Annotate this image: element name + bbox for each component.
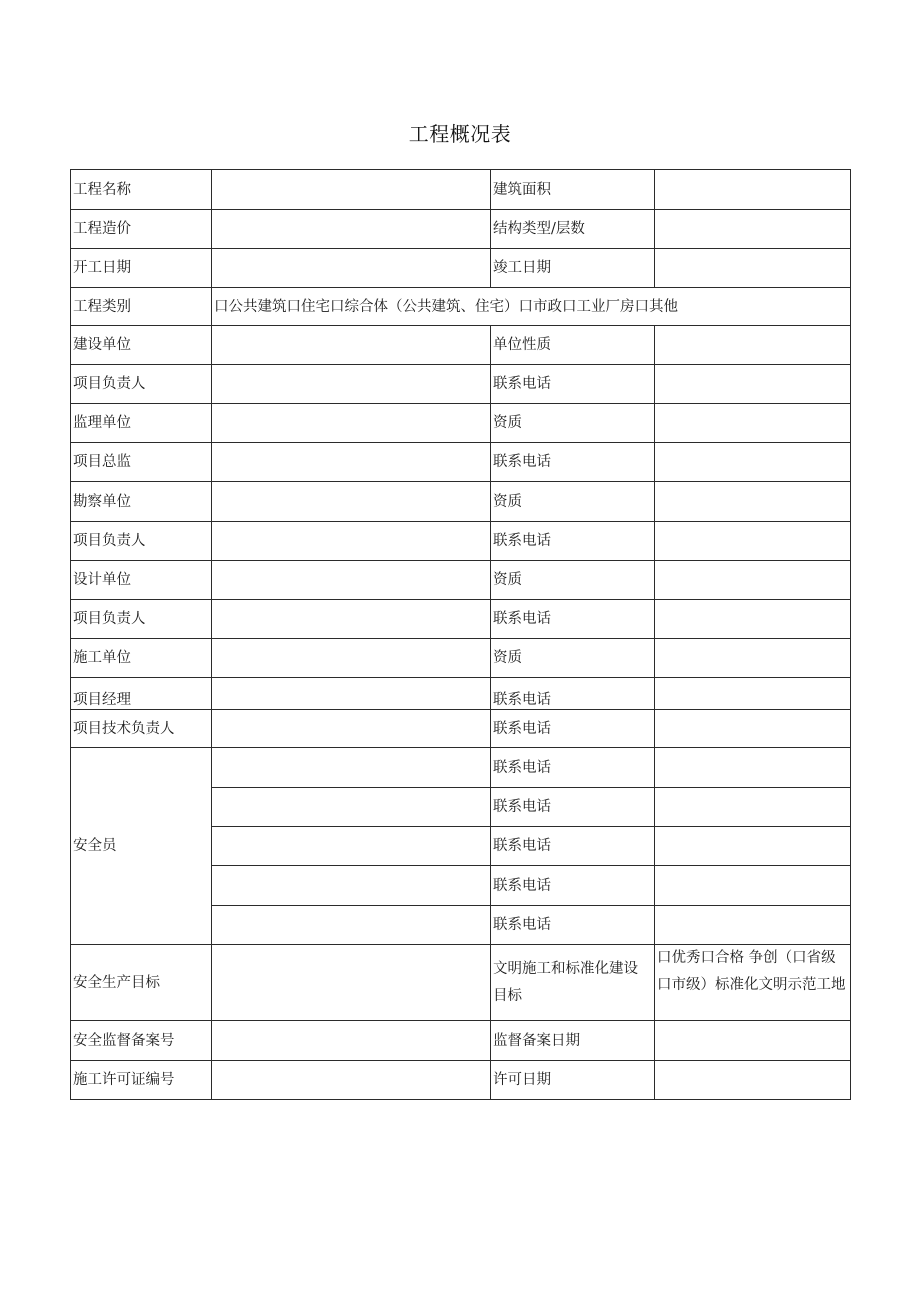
- value-cell[interactable]: [655, 210, 851, 249]
- label-cell: 联系电话: [491, 827, 655, 866]
- value-cell[interactable]: [212, 827, 491, 866]
- value-cell[interactable]: [212, 1061, 491, 1100]
- value-cell[interactable]: [212, 170, 491, 210]
- value-cell[interactable]: [655, 866, 851, 906]
- page-title: 工程概况表: [408, 122, 512, 146]
- table-row: [71, 945, 851, 1021]
- value-cell[interactable]: [655, 443, 851, 482]
- label-cell: 许可日期: [491, 1061, 655, 1100]
- label-cell: 开工日期: [71, 249, 212, 288]
- value-cell[interactable]: [655, 404, 851, 443]
- label-cell: 联系电话: [491, 906, 655, 945]
- value-cell[interactable]: [655, 1061, 851, 1100]
- label-cell: 监督备案日期: [491, 1021, 655, 1061]
- value-cell[interactable]: [212, 906, 491, 945]
- value-cell[interactable]: [655, 561, 851, 600]
- value-cell[interactable]: [655, 600, 851, 639]
- label-cell: 联系电话: [491, 365, 655, 404]
- table-row: [71, 326, 851, 365]
- label-cell: 结构类型/层数: [491, 210, 655, 249]
- label-cell: 项目负责人: [71, 365, 212, 404]
- label-cell: 施工单位: [71, 639, 212, 678]
- value-cell[interactable]: [212, 945, 491, 1021]
- label-cell: 联系电话: [491, 788, 655, 827]
- label-cell: 施工许可证编号: [71, 1061, 212, 1100]
- table-row: [71, 748, 851, 788]
- value-cell[interactable]: [655, 748, 851, 788]
- label-cell: 安全生产目标: [71, 945, 212, 1021]
- label-cell: 勘察单位: [71, 482, 212, 522]
- value-cell[interactable]: [655, 170, 851, 210]
- label-cell: 联系电话: [491, 443, 655, 482]
- label-cell: 联系电话: [491, 748, 655, 788]
- value-cell[interactable]: [655, 482, 851, 522]
- table-row: [71, 443, 851, 482]
- label-cell: 项目总监: [71, 443, 212, 482]
- value-cell[interactable]: [655, 249, 851, 288]
- label-cell: 工程造价: [71, 210, 212, 249]
- value-cell[interactable]: [212, 561, 491, 600]
- value-cell[interactable]: [212, 365, 491, 404]
- value-cell[interactable]: [655, 1021, 851, 1061]
- label-cell: 安全监督备案号: [71, 1021, 212, 1061]
- table-row: [71, 404, 851, 443]
- value-cell[interactable]: [212, 788, 491, 827]
- label-cell: 工程类别: [71, 288, 212, 326]
- value-cell[interactable]: [212, 748, 491, 788]
- label-cell: 联系电话: [491, 522, 655, 561]
- value-cell[interactable]: [212, 443, 491, 482]
- value-cell[interactable]: [212, 866, 491, 906]
- table-row: [71, 288, 851, 326]
- value-cell[interactable]: [212, 482, 491, 522]
- table-row: [71, 678, 851, 710]
- label-cell: 联系电话: [491, 678, 655, 710]
- value-cell[interactable]: [655, 326, 851, 365]
- label-cell: 项目技术负责人: [71, 710, 212, 748]
- value-cell[interactable]: [655, 710, 851, 748]
- safety-officer-label: 安全员: [71, 748, 212, 945]
- value-cell[interactable]: [212, 600, 491, 639]
- value-cell[interactable]: [655, 678, 851, 710]
- value-cell[interactable]: [212, 522, 491, 561]
- table-row: [71, 522, 851, 561]
- label-cell: 建设单位: [71, 326, 212, 365]
- value-cell[interactable]: [212, 678, 491, 710]
- value-cell[interactable]: [212, 210, 491, 249]
- value-cell[interactable]: [655, 522, 851, 561]
- value-cell[interactable]: [655, 639, 851, 678]
- label-cell: 监理单位: [71, 404, 212, 443]
- table-row: [71, 710, 851, 748]
- value-cell[interactable]: [212, 249, 491, 288]
- table-row: [71, 210, 851, 249]
- label-cell: 项目经理: [71, 678, 212, 710]
- table-row: [71, 1061, 851, 1100]
- label-cell: 资质: [491, 404, 655, 443]
- project-overview-table: [70, 169, 851, 1100]
- value-cell[interactable]: [212, 710, 491, 748]
- goal-options[interactable]: 口优秀口合格 争创（口省级口市级）标准化文明示范工地: [655, 945, 851, 1021]
- value-cell[interactable]: [655, 788, 851, 827]
- table-row: [71, 1021, 851, 1061]
- value-cell[interactable]: [212, 1021, 491, 1061]
- label-cell: 联系电话: [491, 600, 655, 639]
- table-row: [71, 365, 851, 404]
- label-cell: 项目负责人: [71, 522, 212, 561]
- label-cell: 工程名称: [71, 170, 212, 210]
- label-cell: 文明施工和标准化建设目标: [491, 945, 655, 1021]
- value-cell[interactable]: [212, 404, 491, 443]
- project-category-options[interactable]: 口公共建筑口住宅口综合体（公共建筑、住宅）口市政口工业厂房口其他: [212, 288, 851, 326]
- value-cell[interactable]: [212, 326, 491, 365]
- label-cell: 建筑面积: [491, 170, 655, 210]
- label-cell: 联系电话: [491, 710, 655, 748]
- label-cell: 设计单位: [71, 561, 212, 600]
- table-row: [71, 249, 851, 288]
- table-row: [71, 482, 851, 522]
- table-row: [71, 170, 851, 210]
- value-cell[interactable]: [655, 906, 851, 945]
- label-cell: 资质: [491, 561, 655, 600]
- value-cell[interactable]: [655, 365, 851, 404]
- label-cell: 竣工日期: [491, 249, 655, 288]
- label-cell: 项目负责人: [71, 600, 212, 639]
- value-cell[interactable]: [655, 827, 851, 866]
- label-cell: 单位性质: [491, 326, 655, 365]
- table-row: [71, 639, 851, 678]
- table-row: [71, 600, 851, 639]
- label-cell: 资质: [491, 639, 655, 678]
- label-cell: 联系电话: [491, 866, 655, 906]
- value-cell[interactable]: [212, 639, 491, 678]
- table-row: [71, 561, 851, 600]
- label-cell: 资质: [491, 482, 655, 522]
